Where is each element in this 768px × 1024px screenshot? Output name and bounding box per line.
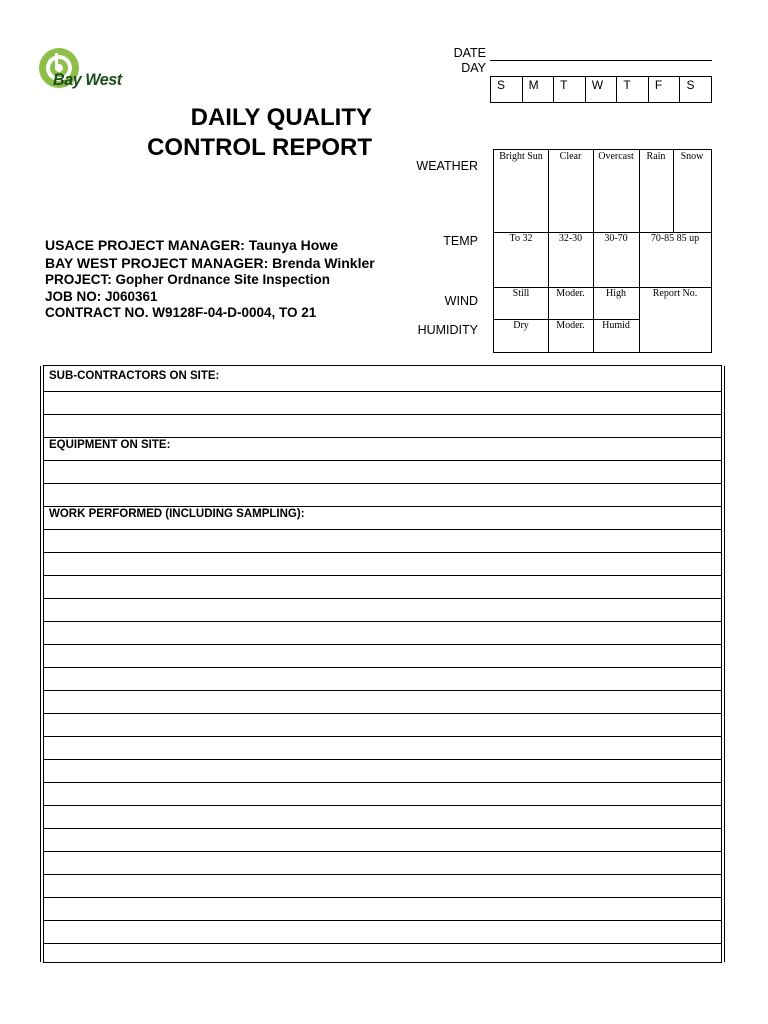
day-option[interactable]: T — [617, 77, 649, 102]
work-performed-heading: WORK PERFORMED (INCLUDING SAMPLING): — [49, 508, 305, 520]
job-number: JOB NO: J060361 — [45, 289, 158, 304]
day-option[interactable]: M — [523, 77, 555, 102]
day-option[interactable]: W — [586, 77, 618, 102]
page-title-line2: CONTROL REPORT — [147, 134, 372, 161]
usace-project-manager: USACE PROJECT MANAGER: Taunya Howe — [45, 237, 338, 253]
temp-option-32-30[interactable]: 32-30 — [558, 233, 583, 244]
logo-text: Bay West — [53, 70, 122, 89]
report-number-label: Report No. — [652, 288, 698, 299]
weather-option-snow[interactable]: Snow — [680, 151, 704, 162]
day-option[interactable]: F — [649, 77, 681, 102]
weather-option-overcast[interactable]: Overcast — [598, 151, 634, 162]
bay-west-project-manager: BAY WEST PROJECT MANAGER: Brenda Winkler — [45, 255, 375, 271]
wind-option-high[interactable]: High — [606, 288, 626, 299]
weather-option-bright-sun[interactable]: Bright Sun — [499, 151, 543, 162]
date-field[interactable] — [490, 60, 712, 61]
day-option[interactable]: T — [554, 77, 586, 102]
day-of-week-selector — [490, 76, 712, 103]
day-option[interactable]: S — [686, 78, 695, 92]
wind-option-still[interactable]: Still — [512, 288, 530, 299]
temp-label: TEMP — [443, 234, 478, 248]
day-option[interactable]: S — [491, 77, 523, 102]
date-label: DATE — [453, 46, 486, 60]
humidity-label: HUMIDITY — [417, 323, 478, 337]
equipment-heading: EQUIPMENT ON SITE: — [49, 439, 171, 451]
humidity-option-dry[interactable]: Dry — [513, 320, 529, 331]
contract-number: CONTRACT NO. W9128F-04-D-0004, TO 21 — [45, 305, 317, 320]
weather-conditions-grid — [493, 149, 712, 353]
humidity-option-humid[interactable]: Humid — [602, 320, 630, 331]
temp-option-30-70[interactable]: 30-70 — [604, 233, 628, 244]
temp-option-to-32[interactable]: To 32 — [509, 233, 533, 244]
weather-option-clear[interactable]: Clear — [559, 151, 582, 162]
wind-label: WIND — [444, 294, 478, 308]
page-title-line1: DAILY QUALITY — [190, 104, 372, 131]
project-name: PROJECT: Gopher Ordnance Site Inspection — [45, 272, 331, 287]
daily-log-table — [43, 365, 722, 963]
humidity-option-moderate[interactable]: Moder. — [556, 320, 585, 331]
wind-option-moderate[interactable]: Moder. — [556, 288, 585, 299]
weather-label: WEATHER — [416, 159, 478, 173]
subcontractors-heading: SUB-CONTRACTORS ON SITE: — [49, 370, 220, 382]
weather-option-rain[interactable]: Rain — [646, 151, 666, 162]
temp-option-70-85-85-up[interactable]: 70-85 85 up — [650, 233, 700, 244]
day-label: DAY — [461, 61, 486, 75]
